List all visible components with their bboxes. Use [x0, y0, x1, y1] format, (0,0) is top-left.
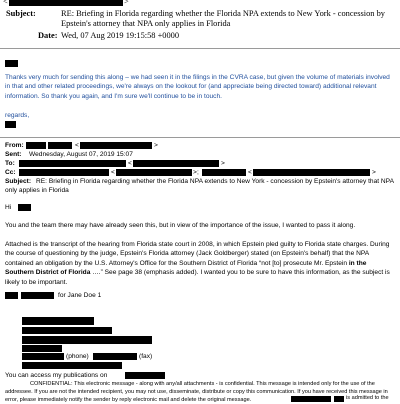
redaction [253, 169, 370, 176]
redaction [93, 353, 137, 360]
cc-label: Cc: [5, 169, 16, 176]
redaction [116, 169, 192, 176]
redaction [22, 362, 122, 369]
redaction [18, 204, 31, 211]
subject-text: RE: Briefing in Florida regarding whether the Florida NPA extends to New York - concession by Epstein's attorney that NPA only applies in Florida [61, 9, 385, 28]
cc-lt2: < [248, 169, 252, 176]
redaction [334, 396, 344, 402]
fax-label: (fax) [139, 353, 153, 360]
fwd-subject-text: RE: Briefing in Florida regarding whether the Florida NPA extends to New York - concession by Epstein's attorney that NPA only applies in Florida [5, 178, 394, 195]
subject-label: Subject: [6, 9, 36, 18]
redaction [125, 372, 165, 379]
paragraph-2 [5, 240, 395, 287]
sent-value: Wednesday, August 07, 2019 15:07 [29, 151, 133, 158]
phone-label: (phone) [66, 353, 89, 360]
paragraph-2-emphasis: in the Southern District of Florida [5, 259, 367, 277]
admitted-text: is admitted to the [346, 395, 389, 401]
from-label: From: [5, 142, 24, 149]
redaction [133, 160, 219, 167]
greeting: Hi [5, 204, 12, 211]
to-gt: > [124, 0, 129, 6]
fwd-subject-label: Subject: [5, 178, 32, 185]
paragraph-1: You and the team there may have already seen this, but in view of the importance of the issue, I wanted to pass it along. [5, 222, 356, 229]
cc-lt: < [111, 169, 115, 176]
confidentiality-notice: CONFIDENTIAL: This electronic message - along with any/all attachments - is confidential. This message is intended only for the use of the addressee. If you are not the intended recipient, you may not use, disseminate, distribute or copy this communication. If you have received this message in error, please immediately notify the sender by reply electronic mail and delete the original message. [5, 381, 388, 403]
sent-label: Sent: [5, 151, 22, 158]
redaction [9, 0, 123, 6]
redaction [21, 292, 54, 299]
date-label: Date: [38, 31, 58, 40]
redaction [80, 142, 152, 149]
redaction [5, 60, 18, 67]
redaction [19, 160, 126, 167]
redaction [22, 345, 62, 352]
to-gt2: > [221, 160, 225, 167]
to-label: To: [5, 160, 15, 167]
from-gt: > [154, 142, 158, 149]
to-lt2: < [128, 160, 132, 167]
paragraph-2-a: Attached is the transcript of the hearing from Florida state court in 2008, in which Epstein pled guilty to Florida state charges. During the course of questioning by the judge, Epstein's Florida attorney (Jack Goldberger) stated (on Epstein's behalf) that the NPA contained an obligation by the U.S. Attorney's Office for the Southern District of Florida “not [to] prosecute Mr. Epstein [5, 241, 390, 267]
reply-closing: regards, [5, 112, 30, 119]
redaction [48, 142, 72, 149]
redaction [22, 327, 112, 334]
cc-sep: ; [197, 169, 199, 176]
redaction [22, 317, 94, 325]
redaction [19, 169, 109, 176]
header-divider [0, 48, 400, 49]
redaction [22, 336, 152, 344]
redaction [22, 353, 64, 360]
cc-gt2: > [372, 169, 376, 176]
redaction [291, 396, 331, 402]
redaction [26, 142, 46, 149]
redaction [5, 121, 16, 128]
signoff: for Jane Doe 1 [58, 292, 102, 299]
reply-body: Thanks very much for sending this along – we had seen it in the filings in the CVRA case, but given the volume of materials involved in that and other related proceedings, we're always on the lookout for (and appreciate being directed toward) additional relevant information. So thank you again, and I'm sure we'll continue to be in touch. [5, 74, 390, 100]
publications-text: You can access my publications on [5, 372, 108, 379]
from-lt: < [75, 142, 79, 149]
forward-divider [0, 137, 400, 138]
cc-gt: > [193, 169, 197, 176]
date-value: Wed, 07 Aug 2019 19:15:58 +0000 [61, 31, 180, 40]
paragraph-2-b: ….” See page 38 (emphasis added). I wanted you to be sure to have this information, as the subject is likely to be important. [5, 269, 390, 286]
to-lt: < [3, 0, 8, 6]
redaction [202, 169, 246, 176]
redaction [5, 292, 18, 299]
